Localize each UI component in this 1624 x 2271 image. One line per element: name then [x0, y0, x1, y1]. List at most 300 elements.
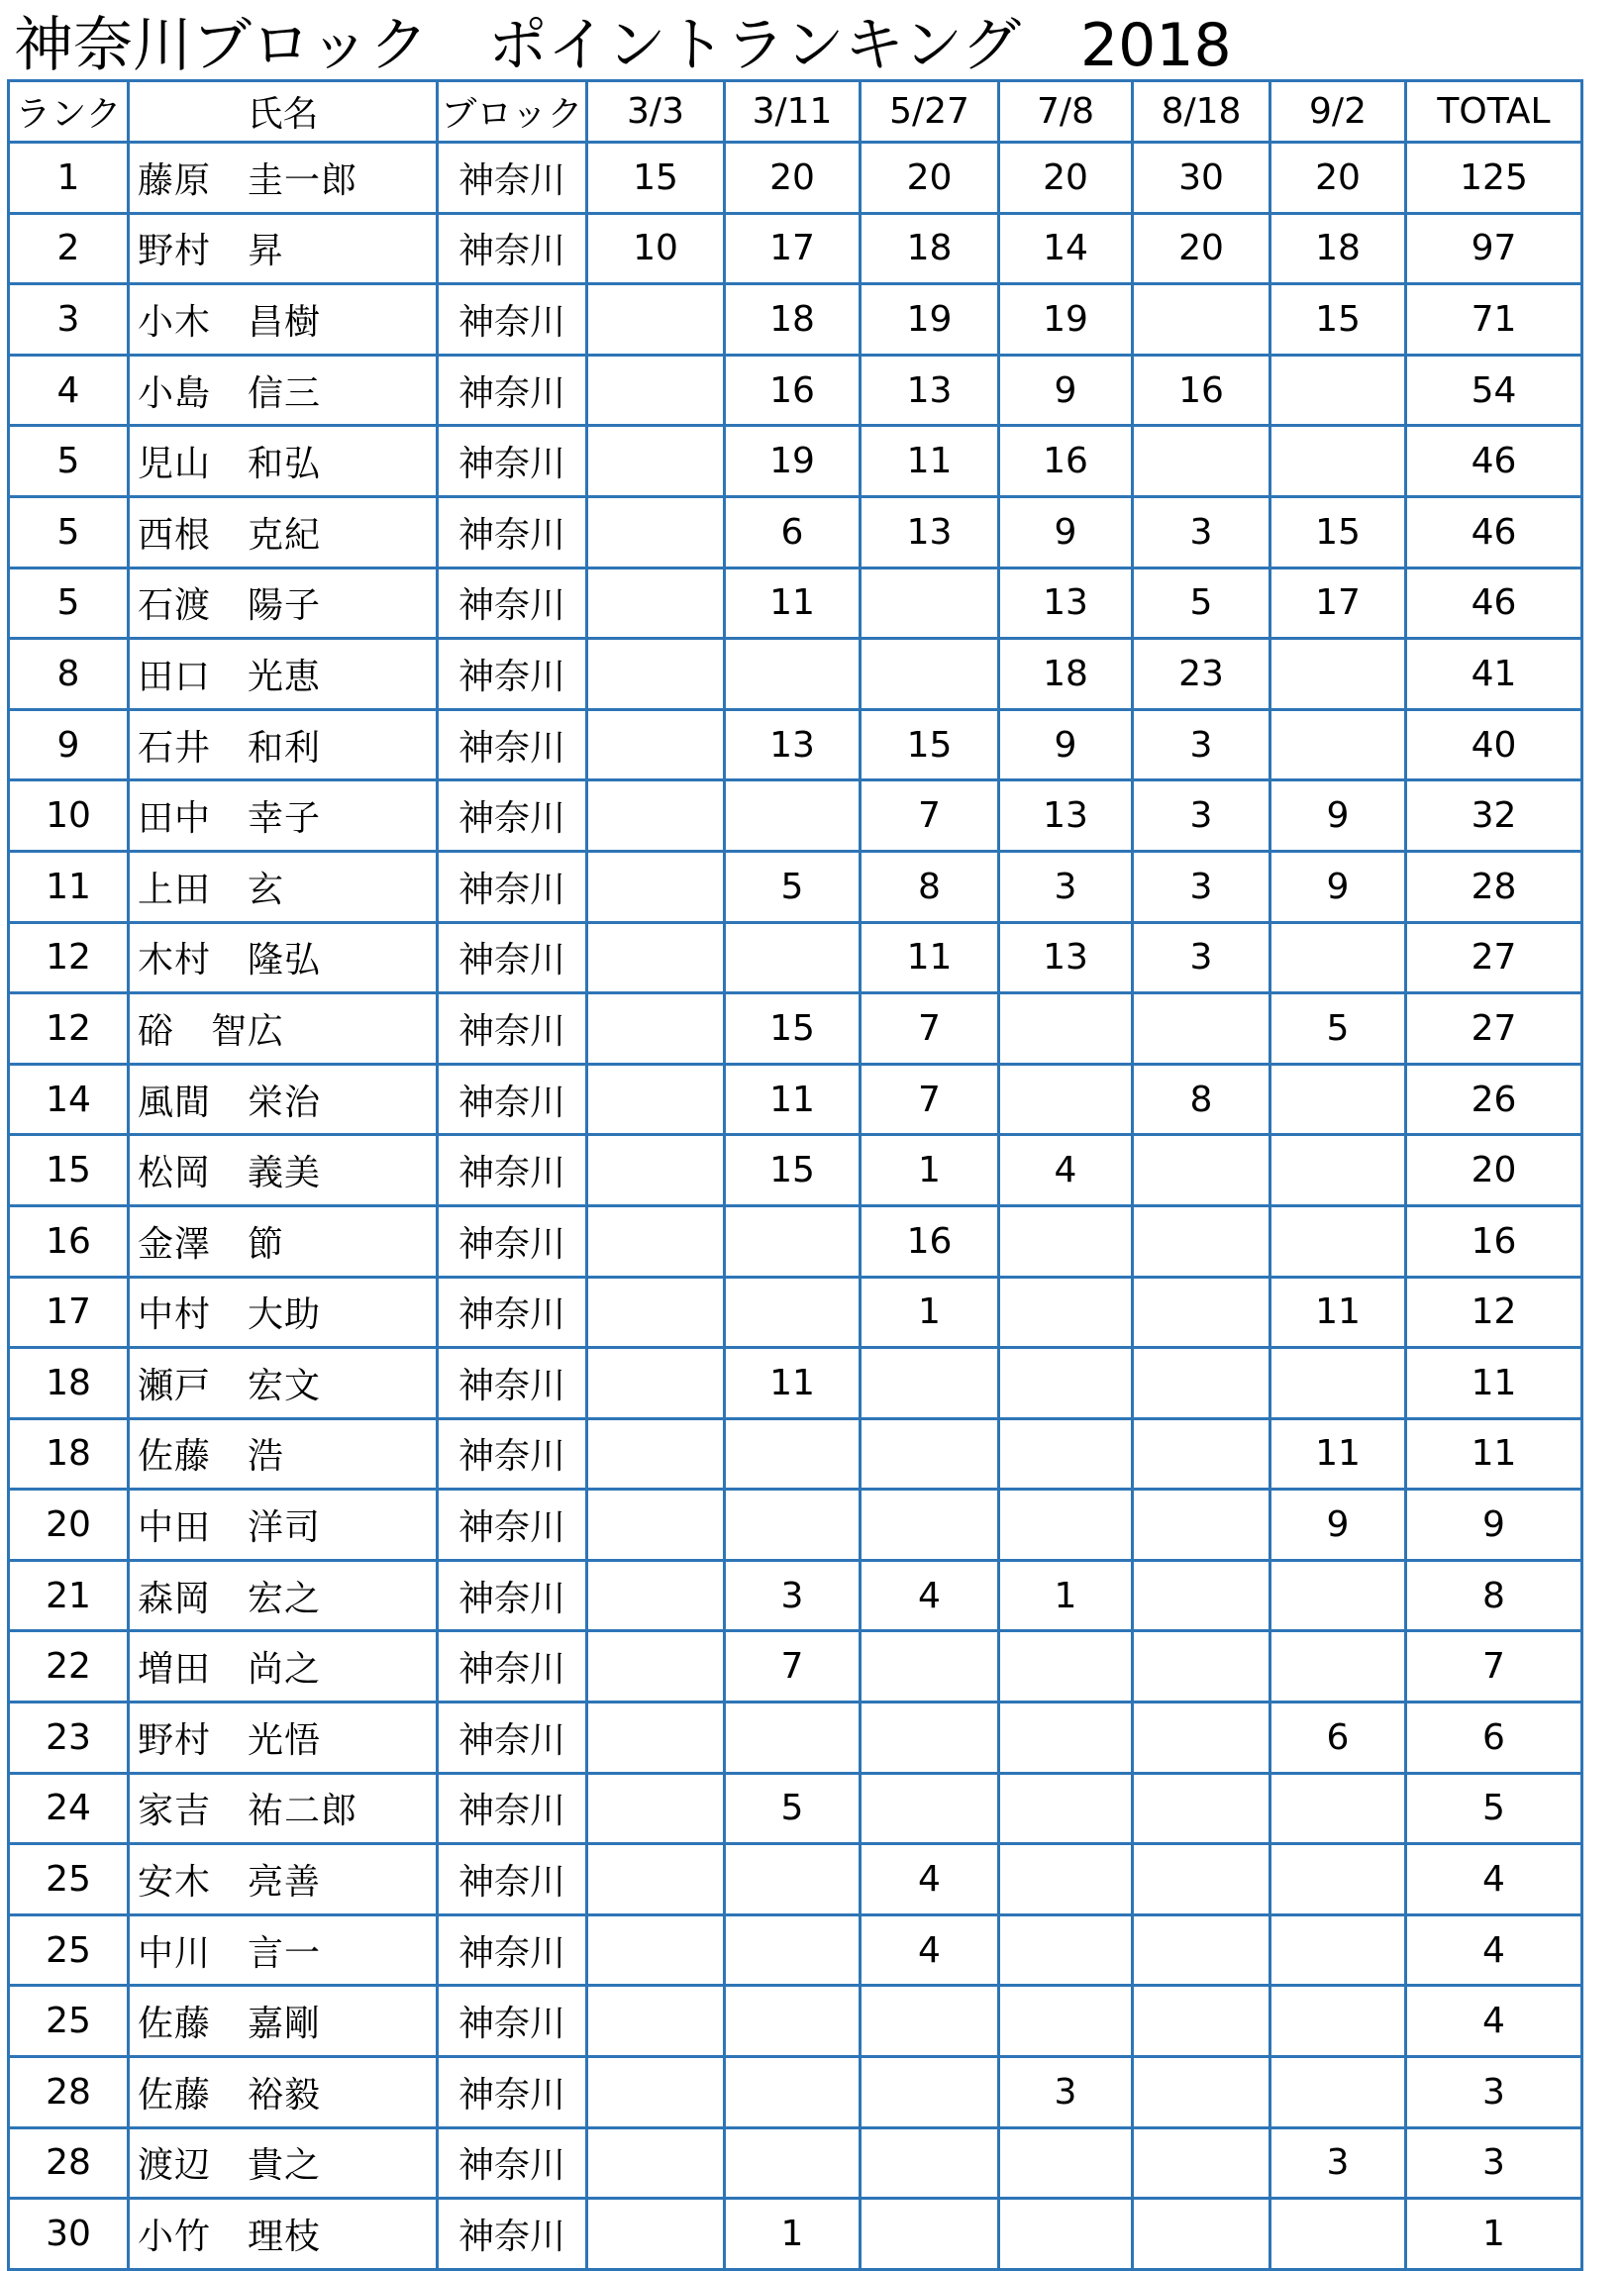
score-cell: 5	[1133, 568, 1270, 639]
score-cell: 11	[1270, 1418, 1406, 1490]
score-cell: 4	[861, 1914, 999, 1986]
block-cell: 神奈川	[438, 1560, 587, 1631]
total-cell: 11	[1406, 1348, 1582, 1419]
score-cell	[1270, 1135, 1406, 1206]
table-row	[9, 213, 1582, 284]
name-cell: 瀬戸 宏文	[129, 1348, 438, 1419]
score-cell	[1270, 426, 1406, 497]
name-cell: 佐藤 裕毅	[129, 2057, 438, 2128]
score-cell	[1133, 284, 1270, 356]
table-row	[9, 355, 1582, 426]
block-cell: 神奈川	[438, 1135, 587, 1206]
block-cell: 神奈川	[438, 496, 587, 568]
name-cell: 森岡 宏之	[129, 1560, 438, 1631]
score-cell: 23	[1133, 639, 1270, 710]
block-cell: 神奈川	[438, 213, 587, 284]
score-cell: 9	[1270, 851, 1406, 922]
total-cell: 20	[1406, 1135, 1582, 1206]
score-cell	[1133, 1631, 1270, 1703]
score-cell: 15	[587, 143, 725, 214]
score-cell	[861, 2127, 999, 2199]
table-row	[9, 780, 1582, 852]
score-cell: 3	[725, 1560, 861, 1631]
score-cell: 15	[1270, 284, 1406, 356]
name-cell: 中川 言一	[129, 1914, 438, 1986]
score-cell: 11	[725, 1064, 861, 1135]
ranking-table	[7, 79, 1583, 2271]
score-cell	[725, 2127, 861, 2199]
score-cell	[725, 639, 861, 710]
rank-cell: 18	[9, 1348, 129, 1419]
block-cell: 神奈川	[438, 922, 587, 993]
score-cell	[587, 851, 725, 922]
name-cell: 安木 亮善	[129, 1844, 438, 1915]
ranking-body	[9, 143, 1582, 2270]
total-cell: 3	[1406, 2057, 1582, 2128]
total-cell: 7	[1406, 1631, 1582, 1703]
score-cell	[587, 496, 725, 568]
score-cell	[999, 1703, 1133, 1774]
total-cell: 27	[1406, 922, 1582, 993]
rank-cell: 30	[9, 2199, 129, 2270]
table-row	[9, 1135, 1582, 1206]
rank-cell: 18	[9, 1418, 129, 1490]
score-cell: 19	[725, 426, 861, 497]
score-cell: 1	[999, 1560, 1133, 1631]
rank-cell: 20	[9, 1490, 129, 1561]
name-cell: 児山 和弘	[129, 426, 438, 497]
score-cell: 11	[861, 922, 999, 993]
score-cell: 18	[725, 284, 861, 356]
score-cell: 20	[1133, 213, 1270, 284]
block-cell: 神奈川	[438, 1703, 587, 1774]
score-cell	[587, 1348, 725, 1419]
table-row	[9, 284, 1582, 356]
score-cell	[999, 1773, 1133, 1844]
score-cell	[587, 1490, 725, 1561]
score-cell	[861, 1631, 999, 1703]
score-cell: 4	[861, 1844, 999, 1915]
score-cell: 16	[861, 1205, 999, 1277]
name-cell: 藤原 圭一郎	[129, 143, 438, 214]
score-cell	[861, 639, 999, 710]
name-cell: 野村 光悟	[129, 1703, 438, 1774]
score-cell	[725, 1844, 861, 1915]
name-cell: 佐藤 浩	[129, 1418, 438, 1490]
score-cell	[587, 709, 725, 780]
score-cell	[1133, 426, 1270, 497]
score-cell	[587, 2127, 725, 2199]
score-cell: 16	[1133, 355, 1270, 426]
score-cell	[999, 1277, 1133, 1348]
score-cell: 15	[725, 993, 861, 1065]
block-cell: 神奈川	[438, 1348, 587, 1419]
name-cell: 硲 智広	[129, 993, 438, 1065]
score-cell: 4	[999, 1135, 1133, 1206]
table-row	[9, 1631, 1582, 1703]
total-cell: 1	[1406, 2199, 1582, 2270]
total-cell: 26	[1406, 1064, 1582, 1135]
name-cell: 金澤 節	[129, 1205, 438, 1277]
total-cell: 40	[1406, 709, 1582, 780]
rank-cell: 14	[9, 1064, 129, 1135]
score-cell	[587, 2199, 725, 2270]
block-cell: 神奈川	[438, 2199, 587, 2270]
score-cell	[1133, 1844, 1270, 1915]
score-cell: 15	[1270, 496, 1406, 568]
total-cell: 97	[1406, 213, 1582, 284]
table-row	[9, 1773, 1582, 1844]
score-cell	[725, 1986, 861, 2057]
name-cell: 田口 光恵	[129, 639, 438, 710]
table-row	[9, 1986, 1582, 2057]
score-cell	[587, 568, 725, 639]
rank-cell: 24	[9, 1773, 129, 1844]
block-cell: 神奈川	[438, 1986, 587, 2057]
name-cell: 松岡 義美	[129, 1135, 438, 1206]
score-cell: 3	[1133, 851, 1270, 922]
rank-cell: 4	[9, 355, 129, 426]
rank-cell: 15	[9, 1135, 129, 1206]
score-cell	[1133, 1560, 1270, 1631]
score-cell: 9	[999, 355, 1133, 426]
total-cell: 4	[1406, 1844, 1582, 1915]
rank-cell: 8	[9, 639, 129, 710]
score-cell	[587, 1703, 725, 1774]
score-cell: 18	[861, 213, 999, 284]
score-cell	[999, 1490, 1133, 1561]
total-cell: 54	[1406, 355, 1582, 426]
table-row	[9, 568, 1582, 639]
score-cell: 14	[999, 213, 1133, 284]
block-cell: 神奈川	[438, 2057, 587, 2128]
name-cell: 渡辺 貴之	[129, 2127, 438, 2199]
table-row	[9, 851, 1582, 922]
score-cell: 9	[1270, 1490, 1406, 1561]
score-cell	[587, 426, 725, 497]
name-cell: 佐藤 嘉剛	[129, 1986, 438, 2057]
score-cell	[587, 1560, 725, 1631]
total-cell: 6	[1406, 1703, 1582, 1774]
score-cell	[1270, 2057, 1406, 2128]
total-cell: 125	[1406, 143, 1582, 214]
rank-cell: 17	[9, 1277, 129, 1348]
block-cell: 神奈川	[438, 1064, 587, 1135]
score-cell	[587, 639, 725, 710]
score-cell	[587, 922, 725, 993]
block-cell: 神奈川	[438, 1773, 587, 1844]
score-cell	[587, 1064, 725, 1135]
total-cell: 3	[1406, 2127, 1582, 2199]
score-cell: 20	[999, 143, 1133, 214]
score-cell: 9	[999, 496, 1133, 568]
score-cell: 19	[861, 284, 999, 356]
table-row	[9, 143, 1582, 214]
score-cell: 5	[1270, 993, 1406, 1065]
total-cell: 5	[1406, 1773, 1582, 1844]
score-cell: 13	[999, 780, 1133, 852]
score-cell	[999, 2127, 1133, 2199]
block-cell: 神奈川	[438, 1418, 587, 1490]
block-cell: 神奈川	[438, 2127, 587, 2199]
score-cell: 4	[861, 1560, 999, 1631]
score-cell	[1270, 1844, 1406, 1915]
score-cell	[725, 2057, 861, 2128]
score-cell	[1133, 1348, 1270, 1419]
score-cell: 13	[861, 355, 999, 426]
table-row	[9, 1348, 1582, 1419]
page-title: 神奈川ブロック ポイントランキング 2018	[14, 11, 1232, 80]
table-row	[9, 922, 1582, 993]
score-cell	[1270, 1914, 1406, 1986]
total-cell: 46	[1406, 568, 1582, 639]
rank-cell: 16	[9, 1205, 129, 1277]
table-row	[9, 639, 1582, 710]
rank-cell: 21	[9, 1560, 129, 1631]
score-cell: 3	[1133, 709, 1270, 780]
score-cell: 13	[999, 922, 1133, 993]
score-cell	[861, 2057, 999, 2128]
name-cell: 小木 昌樹	[129, 284, 438, 356]
total-cell: 4	[1406, 1986, 1582, 2057]
score-cell	[1270, 1631, 1406, 1703]
score-cell: 5	[725, 851, 861, 922]
table-row	[9, 1064, 1582, 1135]
block-cell: 神奈川	[438, 1490, 587, 1561]
score-cell: 5	[725, 1773, 861, 1844]
score-cell: 16	[999, 426, 1133, 497]
name-cell: 西根 克紀	[129, 496, 438, 568]
score-cell: 30	[1133, 143, 1270, 214]
score-cell: 7	[861, 993, 999, 1065]
rank-cell: 25	[9, 1914, 129, 1986]
score-cell: 18	[1270, 213, 1406, 284]
score-cell	[725, 1703, 861, 1774]
score-cell: 11	[1270, 1277, 1406, 1348]
score-cell	[999, 1986, 1133, 2057]
total-cell: 46	[1406, 496, 1582, 568]
column-header-date: 9/2	[1270, 81, 1406, 143]
score-cell	[1133, 1277, 1270, 1348]
table-row	[9, 1844, 1582, 1915]
rank-cell: 12	[9, 922, 129, 993]
score-cell	[587, 284, 725, 356]
block-cell: 神奈川	[438, 851, 587, 922]
score-cell: 19	[999, 284, 1133, 356]
score-cell: 3	[1270, 2127, 1406, 2199]
score-cell	[861, 2199, 999, 2270]
table-row	[9, 1418, 1582, 1490]
total-cell: 28	[1406, 851, 1582, 922]
rank-cell: 2	[9, 213, 129, 284]
score-cell	[999, 1064, 1133, 1135]
score-cell: 20	[725, 143, 861, 214]
table-row	[9, 1703, 1582, 1774]
score-cell: 1	[725, 2199, 861, 2270]
score-cell	[587, 1277, 725, 1348]
score-cell: 17	[725, 213, 861, 284]
score-cell: 3	[999, 851, 1133, 922]
score-cell	[1270, 1348, 1406, 1419]
score-cell: 7	[725, 1631, 861, 1703]
table-row	[9, 2127, 1582, 2199]
score-cell: 3	[1133, 496, 1270, 568]
block-cell: 神奈川	[438, 284, 587, 356]
score-cell	[587, 780, 725, 852]
name-cell: 小島 信三	[129, 355, 438, 426]
score-cell	[1270, 355, 1406, 426]
score-cell: 11	[725, 568, 861, 639]
block-cell: 神奈川	[438, 1914, 587, 1986]
score-cell	[861, 1773, 999, 1844]
block-cell: 神奈川	[438, 1277, 587, 1348]
score-cell: 15	[861, 709, 999, 780]
block-cell: 神奈川	[438, 355, 587, 426]
total-cell: 71	[1406, 284, 1582, 356]
column-header-date: 7/8	[999, 81, 1133, 143]
score-cell: 17	[1270, 568, 1406, 639]
name-cell: 田中 幸子	[129, 780, 438, 852]
total-cell: 11	[1406, 1418, 1582, 1490]
column-header-block: ブロック	[438, 81, 587, 143]
block-cell: 神奈川	[438, 568, 587, 639]
score-cell: 18	[999, 639, 1133, 710]
score-cell	[999, 993, 1133, 1065]
block-cell: 神奈川	[438, 780, 587, 852]
score-cell	[861, 1348, 999, 1419]
rank-cell: 3	[9, 284, 129, 356]
score-cell	[725, 1418, 861, 1490]
score-cell: 20	[1270, 143, 1406, 214]
block-cell: 神奈川	[438, 143, 587, 214]
score-cell	[587, 1914, 725, 1986]
name-cell: 中村 大助	[129, 1277, 438, 1348]
table-row	[9, 709, 1582, 780]
score-cell: 13	[999, 568, 1133, 639]
rank-cell: 25	[9, 1986, 129, 2057]
score-cell	[587, 355, 725, 426]
score-cell: 3	[1133, 780, 1270, 852]
column-header-date: 8/18	[1133, 81, 1270, 143]
name-cell: 中田 洋司	[129, 1490, 438, 1561]
table-row	[9, 1277, 1582, 1348]
score-cell	[1133, 1135, 1270, 1206]
rank-cell: 10	[9, 780, 129, 852]
table-row	[9, 496, 1582, 568]
score-cell	[1270, 1205, 1406, 1277]
score-cell	[1133, 1773, 1270, 1844]
column-header-name: 氏名	[129, 81, 438, 143]
score-cell: 11	[725, 1348, 861, 1419]
score-cell	[999, 1205, 1133, 1277]
rank-cell: 5	[9, 568, 129, 639]
score-cell	[587, 1135, 725, 1206]
name-cell: 上田 玄	[129, 851, 438, 922]
rank-cell: 23	[9, 1703, 129, 1774]
score-cell	[1133, 2057, 1270, 2128]
block-cell: 神奈川	[438, 993, 587, 1065]
score-cell: 10	[587, 213, 725, 284]
name-cell: 石渡 陽子	[129, 568, 438, 639]
score-cell: 11	[861, 426, 999, 497]
score-cell: 13	[861, 496, 999, 568]
table-row	[9, 1560, 1582, 1631]
rank-cell: 28	[9, 2127, 129, 2199]
score-cell	[861, 1986, 999, 2057]
total-cell: 16	[1406, 1205, 1582, 1277]
score-cell: 3	[1133, 922, 1270, 993]
score-cell	[999, 2199, 1133, 2270]
score-cell	[725, 1205, 861, 1277]
column-header-total: TOTAL	[1406, 81, 1582, 143]
block-cell: 神奈川	[438, 709, 587, 780]
rank-cell: 28	[9, 2057, 129, 2128]
score-cell: 6	[725, 496, 861, 568]
score-cell	[1133, 1703, 1270, 1774]
rank-cell: 5	[9, 496, 129, 568]
score-cell	[725, 922, 861, 993]
header-row	[9, 81, 1582, 143]
score-cell	[587, 1844, 725, 1915]
name-cell: 野村 昇	[129, 213, 438, 284]
score-cell	[1270, 1560, 1406, 1631]
table-row	[9, 1490, 1582, 1561]
score-cell	[1133, 1418, 1270, 1490]
total-cell: 4	[1406, 1914, 1582, 1986]
name-cell: 増田 尚之	[129, 1631, 438, 1703]
score-cell	[999, 1914, 1133, 1986]
total-cell: 32	[1406, 780, 1582, 852]
column-header-date: 5/27	[861, 81, 999, 143]
score-cell	[587, 1631, 725, 1703]
block-cell: 神奈川	[438, 1844, 587, 1915]
score-cell	[1133, 1205, 1270, 1277]
total-cell: 41	[1406, 639, 1582, 710]
score-cell: 1	[861, 1277, 999, 1348]
score-cell	[861, 1703, 999, 1774]
score-cell	[1270, 639, 1406, 710]
name-cell: 小竹 理枝	[129, 2199, 438, 2270]
score-cell	[1270, 1986, 1406, 2057]
score-cell: 8	[861, 851, 999, 922]
score-cell: 9	[1270, 780, 1406, 852]
column-header-date: 3/11	[725, 81, 861, 143]
rank-cell: 5	[9, 426, 129, 497]
total-cell: 27	[1406, 993, 1582, 1065]
score-cell	[725, 780, 861, 852]
score-cell: 20	[861, 143, 999, 214]
score-cell	[861, 568, 999, 639]
score-cell	[1133, 993, 1270, 1065]
rank-cell: 12	[9, 993, 129, 1065]
score-cell	[1133, 2199, 1270, 2270]
score-cell	[587, 993, 725, 1065]
score-cell	[587, 1986, 725, 2057]
name-cell: 家吉 祐二郎	[129, 1773, 438, 1844]
score-cell	[1270, 2199, 1406, 2270]
score-cell	[587, 1205, 725, 1277]
score-cell: 8	[1133, 1064, 1270, 1135]
score-cell	[1270, 922, 1406, 993]
score-cell: 1	[861, 1135, 999, 1206]
name-cell: 木村 隆弘	[129, 922, 438, 993]
score-cell	[1270, 1064, 1406, 1135]
total-cell: 46	[1406, 426, 1582, 497]
block-cell: 神奈川	[438, 1631, 587, 1703]
score-cell	[725, 1914, 861, 1986]
table-row	[9, 2057, 1582, 2128]
score-cell: 16	[725, 355, 861, 426]
